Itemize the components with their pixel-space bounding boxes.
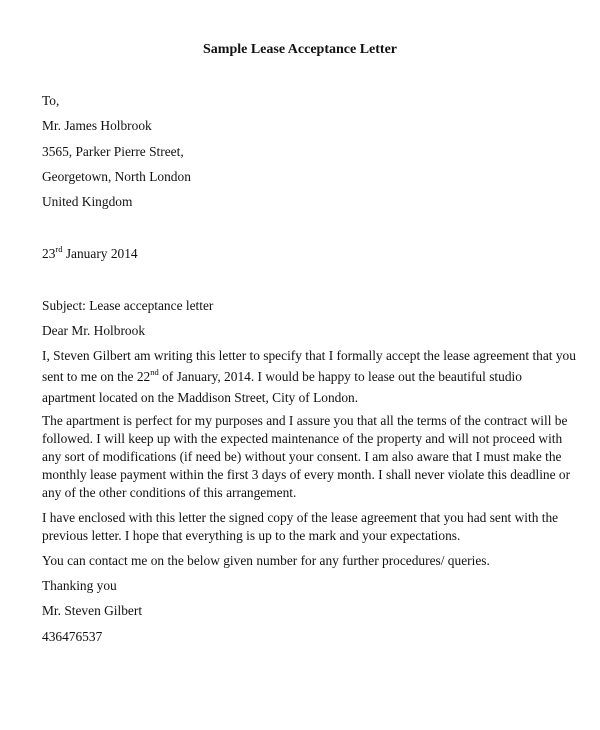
paragraph1-line1: I, Steven Gilbert am writing this letter to specify that I formally accept the lease agreement that you — [42, 348, 576, 363]
recipient-city: Georgetown, North London — [42, 169, 191, 184]
phone-number: 436476537 — [42, 629, 103, 644]
letter-title: Sample Lease Acceptance Letter — [203, 42, 397, 57]
paragraph2-line1: The apartment is perfect for my purposes and I assure you that all the terms of the contract will be — [42, 413, 568, 428]
paragraph3-line1: I have enclosed with this letter the signed copy of the lease agreement that you had sent with the — [42, 510, 559, 525]
paragraph2-line5: any of the other conditions of this arrangement. — [42, 485, 297, 500]
paragraph1-line2-start: sent to me on the 22 — [42, 369, 151, 384]
paragraph1-line3: apartment located on the Maddison Street, City of London. — [42, 390, 359, 405]
paragraph4: You can contact me on the below given number for any further procedures/ queries. — [42, 553, 490, 568]
recipient-salutation: To, — [42, 93, 60, 108]
letter-closing: Thanking you — [42, 578, 117, 593]
paragraph1-line2-sup: nd — [150, 366, 159, 377]
letter-greeting: Dear Mr. Holbrook — [42, 323, 146, 338]
paragraph2-line4: monthly lease payment within the first 3 days of every month. I shall never violate this deadline or — [42, 467, 571, 482]
date-suffix: rd — [55, 243, 63, 254]
paragraph1-line2-end: of January, 2014. I would be happy to lease out the beautiful studio — [158, 369, 522, 384]
recipient-street: 3565, Parker Pierre Street, — [42, 144, 184, 159]
letter-date — [42, 245, 138, 263]
signature-name: Mr. Steven Gilbert — [42, 603, 143, 618]
letter-subject: Subject: Lease acceptance letter — [42, 298, 214, 313]
date-rest: January 2014 — [62, 246, 138, 261]
paragraph2-line3: any sort of modifications (if need be) without your consent. I am also aware that I must make the — [42, 449, 562, 464]
paragraph3-line2: previous letter. I hope that everything is up to the mark and your expectations. — [42, 528, 461, 543]
recipient-name: Mr. James Holbrook — [42, 118, 152, 133]
recipient-country: United Kingdom — [42, 194, 133, 209]
paragraph2-line2: followed. I will keep up with the expected maintenance of the property and will not proceed with — [42, 431, 563, 446]
paragraph1-line2 — [42, 368, 522, 386]
date-day: 23 — [42, 246, 56, 261]
